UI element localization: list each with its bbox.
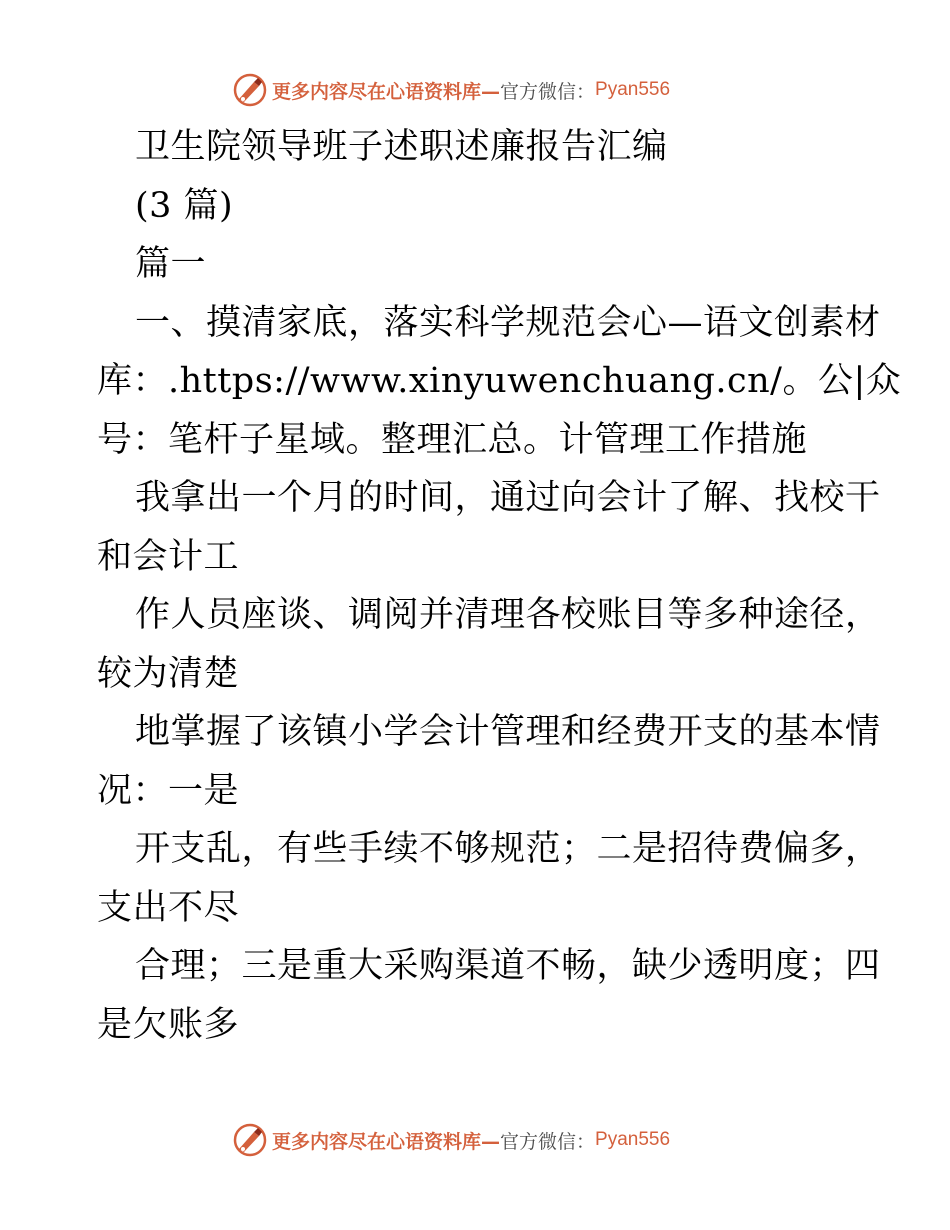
banner-brand-text: 更多内容尽在心语资料库— [272, 80, 501, 103]
header-banner [232, 70, 732, 110]
paragraph-line: 较为清楚 [97, 653, 240, 694]
paragraph-line: 库：.https://www.xinyuwenchuang.cn/。公|众 [97, 361, 902, 401]
paragraph-line: 合理；三是重大采购渠道不畅，缺少透明度；四 [135, 946, 881, 986]
pen-logo-icon [232, 72, 268, 108]
banner-account: Pyan556 [595, 79, 671, 100]
paragraph-line: 号：笔杆子星域。整理汇总。计管理工作措施 [97, 419, 808, 460]
document-title: 卫生院领导班子述职述廉报告汇编 [135, 127, 668, 167]
pen-logo-icon [232, 1122, 268, 1158]
banner-account: Pyan556 [595, 1129, 671, 1150]
paragraph-line: 支出不尽 [97, 887, 240, 928]
paragraph-line: 一、摸清家底，落实科学规范会心—语文创素材 [135, 302, 881, 343]
paragraph-line: 开支乱，有些手续不够规范；二是招待费偏多， [135, 829, 881, 869]
banner-wechat-label: 官方微信： [500, 80, 596, 103]
paragraph-line: 我拿出一个月的时间，通过向会计了解、找校干 [135, 478, 881, 518]
paragraph-line: 作人员座谈、调阅并清理各校账目等多种途径， [135, 595, 881, 635]
document-body [97, 118, 902, 1054]
footer-banner [232, 1120, 732, 1160]
section-heading: 篇一 [135, 244, 207, 284]
paragraph-line: 地掌握了该镇小学会计管理和经费开支的基本情 [135, 712, 881, 752]
document-subtitle: (3 篇) [135, 185, 234, 226]
banner-wechat-label: 官方微信： [500, 1130, 596, 1153]
paragraph-line: 况：一是 [97, 770, 240, 811]
banner-brand-text: 更多内容尽在心语资料库— [272, 1130, 501, 1153]
paragraph-line: 是欠账多 [97, 1004, 240, 1045]
paragraph-line: 和会计工 [97, 536, 240, 577]
